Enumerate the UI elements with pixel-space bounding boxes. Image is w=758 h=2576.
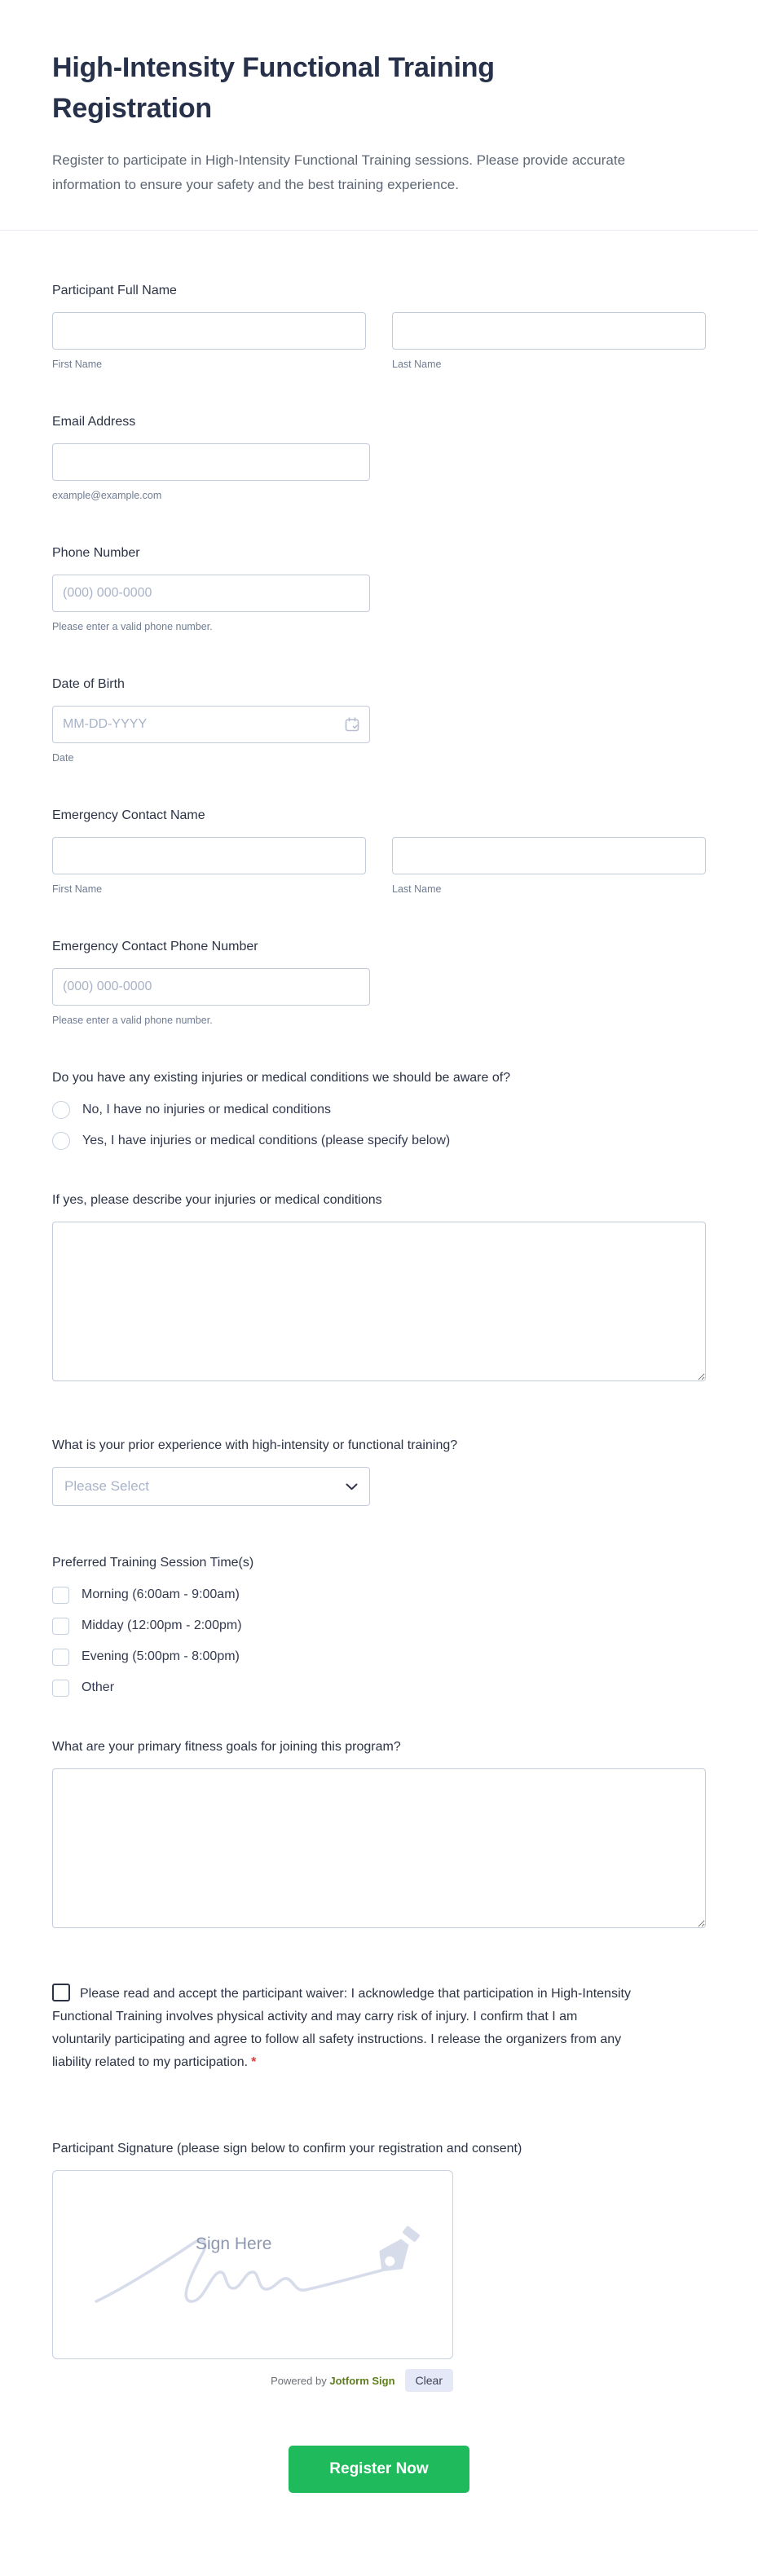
radio-icon[interactable] bbox=[52, 1132, 70, 1150]
injuries-describe-textarea[interactable] bbox=[52, 1222, 706, 1381]
form-body bbox=[0, 231, 758, 2535]
emergency-first-name-col bbox=[52, 837, 366, 896]
field-session-times bbox=[52, 1553, 706, 1697]
participant-last-name-input[interactable] bbox=[392, 312, 706, 350]
checkbox-icon[interactable] bbox=[52, 1587, 69, 1604]
dob-label: Date of Birth bbox=[52, 677, 125, 691]
checkbox-icon[interactable] bbox=[52, 1618, 69, 1635]
sign-here-text: Sign Here bbox=[196, 2235, 272, 2253]
participant-name-label: Participant Full Name bbox=[52, 284, 177, 297]
radio-icon[interactable] bbox=[52, 1101, 70, 1119]
injuries-option-yes[interactable] bbox=[52, 1132, 706, 1150]
session-times-label: Preferred Training Session Time(s) bbox=[52, 1556, 254, 1570]
emergency-phone-label: Emergency Contact Phone Number bbox=[52, 940, 258, 953]
email-sublabel: example@example.com bbox=[52, 490, 162, 501]
goals-label: What are your primary fitness goals for joining this program? bbox=[52, 1740, 401, 1754]
participant-first-name-input[interactable] bbox=[52, 312, 366, 350]
last-name-col bbox=[392, 312, 706, 372]
field-phone bbox=[52, 544, 706, 634]
field-dob bbox=[52, 675, 706, 765]
last-name-sublabel: Last Name bbox=[392, 359, 442, 370]
session-times-options bbox=[52, 1586, 706, 1697]
waiver-block bbox=[52, 1983, 639, 2074]
field-signature bbox=[52, 2139, 706, 2392]
first-name-sublabel: First Name bbox=[52, 359, 103, 370]
email-label: Email Address bbox=[52, 415, 136, 429]
signature-footer bbox=[52, 2369, 453, 2392]
checkbox-icon[interactable] bbox=[52, 1680, 69, 1697]
emergency-last-name-input[interactable] bbox=[392, 837, 706, 874]
goals-textarea[interactable] bbox=[52, 1768, 706, 1928]
signature-pad[interactable] bbox=[52, 2170, 453, 2359]
session-time-evening[interactable] bbox=[52, 1648, 706, 1666]
signature-art bbox=[82, 2204, 424, 2326]
jotform-sign-brand: Jotform Sign bbox=[329, 2374, 395, 2387]
dob-sublabel: Date bbox=[52, 752, 74, 764]
field-email bbox=[52, 412, 706, 503]
session-time-morning-label: Morning (6:00am - 9:00am) bbox=[82, 1587, 240, 1601]
required-asterisk: * bbox=[251, 2055, 257, 2069]
emergency-last-name-sublabel: Last Name bbox=[392, 883, 442, 895]
powered-by-label: Powered by bbox=[271, 2374, 327, 2387]
experience-label: What is your prior experience with high-intensity or functional training? bbox=[52, 1438, 458, 1452]
first-name-col bbox=[52, 312, 366, 372]
powered-by-text bbox=[271, 2375, 394, 2387]
participant-name-row bbox=[52, 312, 706, 372]
field-injuries-describe bbox=[52, 1191, 706, 1385]
submit-row bbox=[52, 2446, 706, 2535]
field-emergency-name bbox=[52, 806, 706, 896]
injuries-option-no[interactable] bbox=[52, 1101, 706, 1119]
session-time-morning[interactable] bbox=[52, 1586, 706, 1604]
emergency-last-name-col bbox=[392, 837, 706, 896]
field-experience bbox=[52, 1436, 706, 1506]
session-time-evening-label: Evening (5:00pm - 8:00pm) bbox=[82, 1649, 240, 1663]
injuries-option-yes-label: Yes, I have injuries or medical conditions (please specify below) bbox=[82, 1134, 451, 1147]
form-header bbox=[0, 0, 758, 197]
email-input[interactable] bbox=[52, 443, 370, 481]
emergency-phone-sublabel: Please enter a valid phone number. bbox=[52, 1015, 213, 1026]
session-time-midday-label: Midday (12:00pm - 2:00pm) bbox=[82, 1618, 242, 1632]
session-time-other-label: Other bbox=[82, 1680, 115, 1694]
field-waiver bbox=[52, 1983, 706, 2074]
clear-signature-button[interactable]: Clear bbox=[405, 2369, 453, 2392]
waiver-text: Please read and accept the participant waiver: I acknowledge that participation in High-Intensity Functional Training involves physical activity and may carry risk of injury. I confirm that I am voluntarily participating and agree to follow all safety instructions. I release the organizers from any liability related to my participation. bbox=[52, 1987, 631, 2069]
field-injuries-radio bbox=[52, 1068, 706, 1150]
session-time-midday[interactable] bbox=[52, 1617, 706, 1635]
phone-sublabel: Please enter a valid phone number. bbox=[52, 621, 213, 632]
phone-input[interactable] bbox=[52, 575, 370, 612]
field-emergency-phone bbox=[52, 937, 706, 1028]
checkbox-icon[interactable] bbox=[52, 1649, 69, 1666]
phone-label: Phone Number bbox=[52, 546, 140, 560]
injuries-options bbox=[52, 1101, 706, 1150]
injuries-option-no-label: No, I have no injuries or medical conditions bbox=[82, 1103, 332, 1116]
emergency-phone-input[interactable] bbox=[52, 968, 370, 1006]
experience-select[interactable] bbox=[52, 1467, 370, 1506]
emergency-first-name-input[interactable] bbox=[52, 837, 366, 874]
page-subtitle: Register to participate in High-Intensity Functional Training sessions. Please provide accurate information to ensure your safety and the best training experience. bbox=[52, 152, 626, 192]
chevron-down-icon bbox=[346, 1483, 358, 1491]
waiver-checkbox[interactable] bbox=[52, 1984, 70, 2001]
emergency-name-row bbox=[52, 837, 706, 896]
injuries-question-label: Do you have any existing injuries or medical conditions we should be aware of? bbox=[52, 1071, 511, 1085]
emergency-first-name-sublabel: First Name bbox=[52, 883, 103, 895]
session-time-other[interactable] bbox=[52, 1679, 706, 1697]
signature-squiggle-icon bbox=[82, 2204, 424, 2326]
emergency-name-label: Emergency Contact Name bbox=[52, 808, 205, 822]
field-participant-name bbox=[52, 281, 706, 372]
dob-input[interactable] bbox=[52, 706, 370, 743]
experience-select-value: Please Select bbox=[64, 1478, 149, 1494]
signature-label: Participant Signature (please sign below to confirm your registration and consent) bbox=[52, 2142, 522, 2155]
injuries-describe-label: If yes, please describe your injuries or medical conditions bbox=[52, 1193, 382, 1207]
field-goals bbox=[52, 1737, 706, 1932]
page-title: High-Intensity Functional Training Registration bbox=[52, 52, 495, 124]
register-now-button[interactable]: Register Now bbox=[289, 2446, 469, 2493]
dob-input-wrap bbox=[52, 706, 370, 743]
